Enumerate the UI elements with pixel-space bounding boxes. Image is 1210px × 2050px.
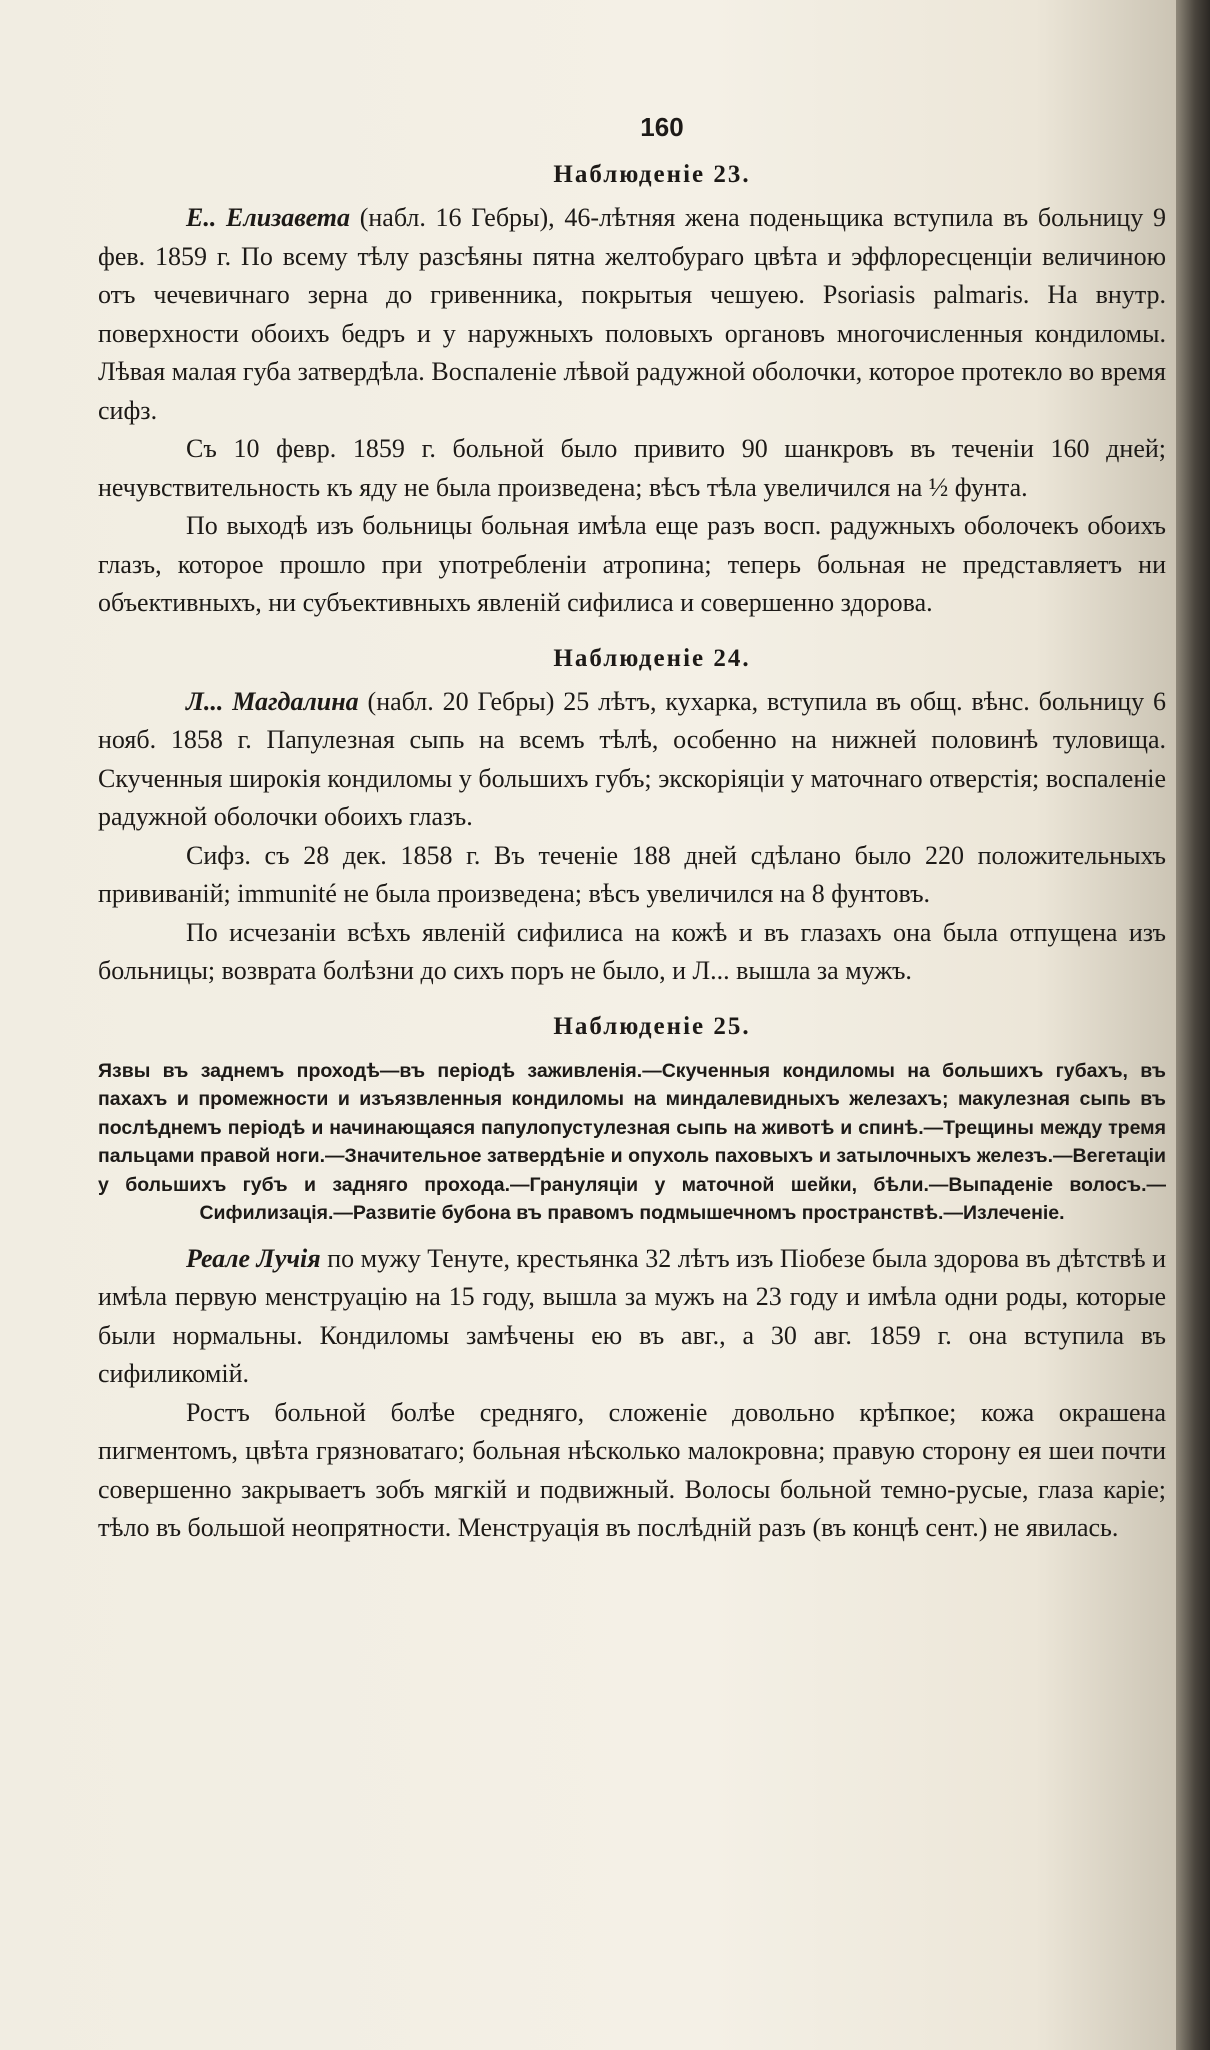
paragraph <box>98 507 1166 623</box>
paragraph-text: По выходѣ изъ больницы больная имѣла еще разъ восп. радужныхъ оболочекъ обоихъ глазъ, которое прошло при употребленіи атропина; теперь больная не представляетъ ни объективныхъ, ни субъективныхъ явленій сифилиса и совершенно здорова. <box>98 511 1166 617</box>
patient-name: Л... Магдалина <box>186 686 359 716</box>
paragraph <box>98 430 1166 507</box>
paragraph <box>98 1394 1166 1548</box>
paragraph-text: (набл. 16 Гебры), 46-лѣтняя жена поденьщика вступила въ больницу 9 фев. 1859 г. По всему тѣлу разсѣяны пятна желтобураго цвѣта и эффлоресценціи величиною отъ чечевичнаго зерна до гривенника, покрытыя чешуею. Psoriasis palmaris. На внутр. поверхности обоихъ бедръ и у наружныхъ половыхъ органовъ многочисленныя кондиломы. Лѣвая малая губа затвердѣла. Воспаленіе лѣвой радужной оболочки, которое протекло во время сифз. <box>98 203 1166 425</box>
observation-title: Наблюденіе 25. <box>553 1012 751 1040</box>
observation-25 <box>98 1013 1166 1548</box>
patient-name: Е.. Елизавета <box>186 203 351 232</box>
patient-name: Реале Лучія <box>186 1243 321 1273</box>
book-spine <box>1176 0 1210 2050</box>
observation-title: Наблюденіе 24. <box>553 644 751 672</box>
paragraph <box>98 837 1166 914</box>
paragraph-text: Сифз. съ 28 дек. 1858 г. Въ теченіе 188 дней сдѣлано было 220 положительныхъ прививаній; immunité не была произведена; вѣсъ увеличился на 8 фунтовъ. <box>98 840 1166 908</box>
paragraph-text: Ростъ больной болѣе средняго, сложеніе довольно крѣпкое; кожа окрашена пигментомъ, цвѣта грязноватаго; больная нѣсколько малокровна; правую сторону ея шеи почти совершенно закрываетъ зобъ мягкій и подвижный. Волосы больной темно-русые, глаза каріе; тѣло въ большой неопрятности. Менструація въ послѣдній разъ (въ концѣ сент.) не явилась. <box>98 1397 1166 1542</box>
paragraph <box>98 914 1166 991</box>
paragraph <box>98 683 1166 837</box>
paragraph <box>98 1240 1166 1394</box>
paragraph-text: по мужу Тенуте, крестьянка 32 лѣтъ изъ Піобезе была здорова въ дѣтствѣ и имѣла первую менструацію на 15 году, вышла за мужъ на 23 году и имѣла одни роды, которые были нормальны. Кондиломы замѣчены ею въ авг., а 30 авг. 1859 г. она вступила въ сифиликомій. <box>98 1243 1166 1388</box>
paragraph <box>98 199 1166 430</box>
observation-23 <box>98 161 1166 623</box>
paragraph-text: (набл. 20 Гебры) 25 лѣтъ, кухарка, вступила въ общ. вѣнс. больницу 6 нояб. 1858 г. Папулезная сыпь на всемъ тѣлѣ, особенно на нижней половинѣ туловища. Скученныя широкія кондиломы у большихъ губъ; экскоріяціи у маточнаго отверстія; воспаленіе радужной оболочки обоихъ глазъ. <box>98 686 1166 831</box>
paragraph-text: Съ 10 февр. 1859 г. больной было привито 90 шанкровъ въ теченіи 160 дней; нечувствительность къ яду не была произведена; вѣсъ тѣла увеличился на ½ фунта. <box>98 434 1166 502</box>
observation-24 <box>98 645 1166 991</box>
page-number: 160 <box>640 112 684 142</box>
paragraph-text: По исчезаніи всѣхъ явленій сифилиса на кожѣ и въ глазахъ она была отпущена изъ больницы; возврата болѣзни до сихъ поръ не было, и Л... вышла за мужъ. <box>98 917 1166 985</box>
page-content <box>98 112 1166 1570</box>
observation-title: Наблюденіе 23. <box>553 161 751 188</box>
case-summary: Язвы въ заднемъ проходѣ—въ періодѣ заживленія.—Скученныя кондиломы на большихъ губахъ, въ пахахъ и промежности и изъязвленныя кондиломы на миндалевидныхъ железахъ; макулезная сыпь въ послѣднемъ періодѣ и начинающаяся папулопустулезная сыпь на животѣ и спинѣ.—Трещины между тремя пальцами правой ноги.—Значительное затвердѣніе и опухоль паховыхъ и затылочныхъ железъ.—Вегетаціи у большихъ губъ и задняго прохода.—Грануляціи у маточной шейки, бѣли.—Выпаденіе волосъ.—Сифилизація.—Развитіе бубона въ правомъ подмышечномъ пространствѣ.—Излеченіе. <box>98 1059 1166 1224</box>
